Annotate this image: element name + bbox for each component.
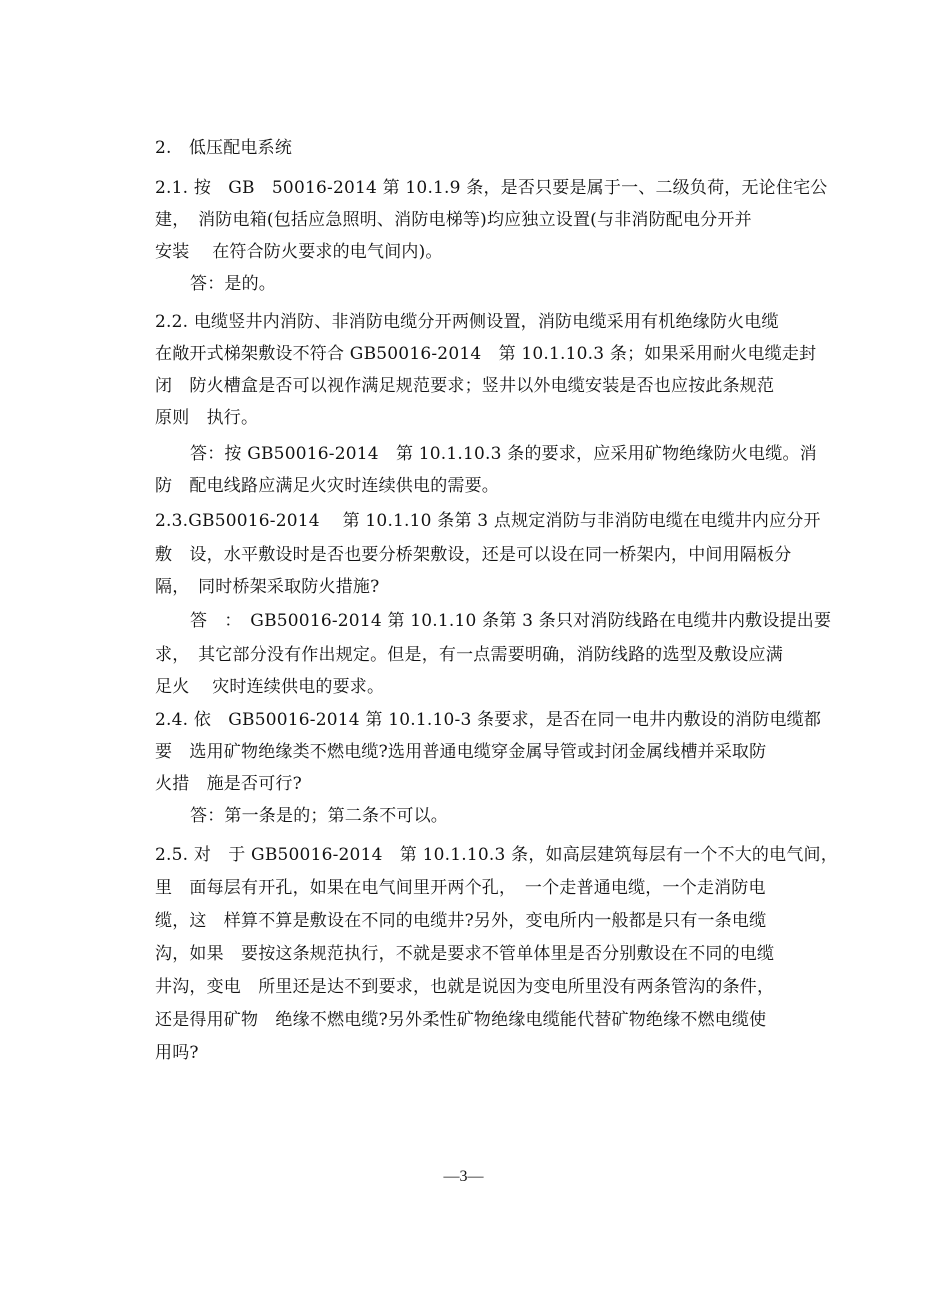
question-2-4-line-1: 2.4. 依 GB50016-2014 第 10.1.10-3 条要求，是否在同一电井内敷设的消防电缆都 [155,710,822,730]
question-2-1-line-1: 2.1. 按 GB 50016-2014 第 10.1.9 条，是否只要是属于一、二级负荷，无论住宅公 [155,178,828,198]
question-2-3-line-2: 敷 设，水平敷设时是否也要分桥架敷设，还是可以设在同一桥架内，中间用隔板分 [155,545,792,565]
question-2-5-line-3: 缆，这 样算不算是敷设在不同的电缆井?另外，变电所内一般都是只有一条电缆 [155,911,767,931]
page-number: —3— [443,1168,484,1185]
question-2-3-line-3: 隔， 同时桥架采取防火措施? [155,577,380,597]
question-2-5-line-4: 沟，如果 要按这条规范执行，不就是要求不管单体里是否分别敷设在不同的电缆 [155,944,775,964]
question-2-2-line-1: 2.2. 电缆竖井内消防、非消防电缆分开两侧设置，消防电缆采用有机绝缘防火电缆 [155,312,779,332]
question-2-2-line-3: 闭 防火槽盒是否可以视作满足规范要求；竖井以外电缆安装是否也应按此条规范 [155,376,775,396]
answer-2-3-line-2: 求， 其它部分没有作出规定。但是，有一点需要明确，消防线路的选型及敷设应满 [155,645,783,665]
question-2-4-line-2: 要 选用矿物绝缘类不燃电缆?选用普通电缆穿金属导管或封闭金属线槽并采取防 [155,742,767,762]
question-2-5-line-1: 2.5. 对 于 GB50016-2014 第 10.1.10.3 条，如高层建筑每层有一个不大的电气间， [155,845,838,865]
question-2-2-line-2: 在敞开式梯架敷设不符合 GB50016-2014 第 10.1.10.3 条；如果采用耐火电缆走封 [155,344,817,364]
answer-2-3-line-3: 足火 灾时连续供电的要求。 [155,677,385,697]
question-2-1-line-3: 安装 在符合防火要求的电气间内)。 [155,242,443,262]
answer-2-2-line-2: 防 配电线路应满足火灾时连续供电的需要。 [155,476,499,496]
question-2-5-line-5: 井沟，变电 所里还是达不到要求，也就是说因为变电所里没有两条管沟的条件， [155,977,775,997]
question-2-5-line-2: 里 面每层有开孔，如果在电气间里开两个孔， 一个走普通电缆，一个走消防电 [155,878,766,898]
question-2-2-line-4: 原则 执行。 [155,408,259,428]
question-2-1-line-2: 建， 消防电箱(包括应急照明、消防电梯等)均应独立设置(与非消防配电分开并 [155,210,752,230]
question-2-4-line-3: 火措 施是否可行? [155,774,302,794]
question-2-5-line-7: 用吗? [155,1043,199,1063]
answer-2-1-line-1: 答：是的。 [190,274,276,294]
answer-2-4-line-1: 答：第一条是的；第二条不可以。 [190,806,448,826]
question-2-5-line-6: 还是得用矿物 绝缘不燃电缆?另外柔性矿物绝缘电缆能代替矿物绝缘不燃电缆使 [155,1010,767,1030]
answer-2-2-line-1: 答：按 GB50016-2014 第 10.1.10.3 条的要求，应采用矿物绝缘防火电缆。消 [190,444,817,464]
section-heading: 2. 低压配电系统 [155,138,293,158]
answer-2-3-line-1: 答 ： GB50016-2014 第 10.1.10 条第 3 条只对消防线路在电缆井内敷设提出要 [190,611,832,631]
question-2-3-line-1: 2.3.GB50016-2014 第 10.1.10 条第 3 点规定消防与非消防电缆在电缆井内应分开 [155,511,821,531]
